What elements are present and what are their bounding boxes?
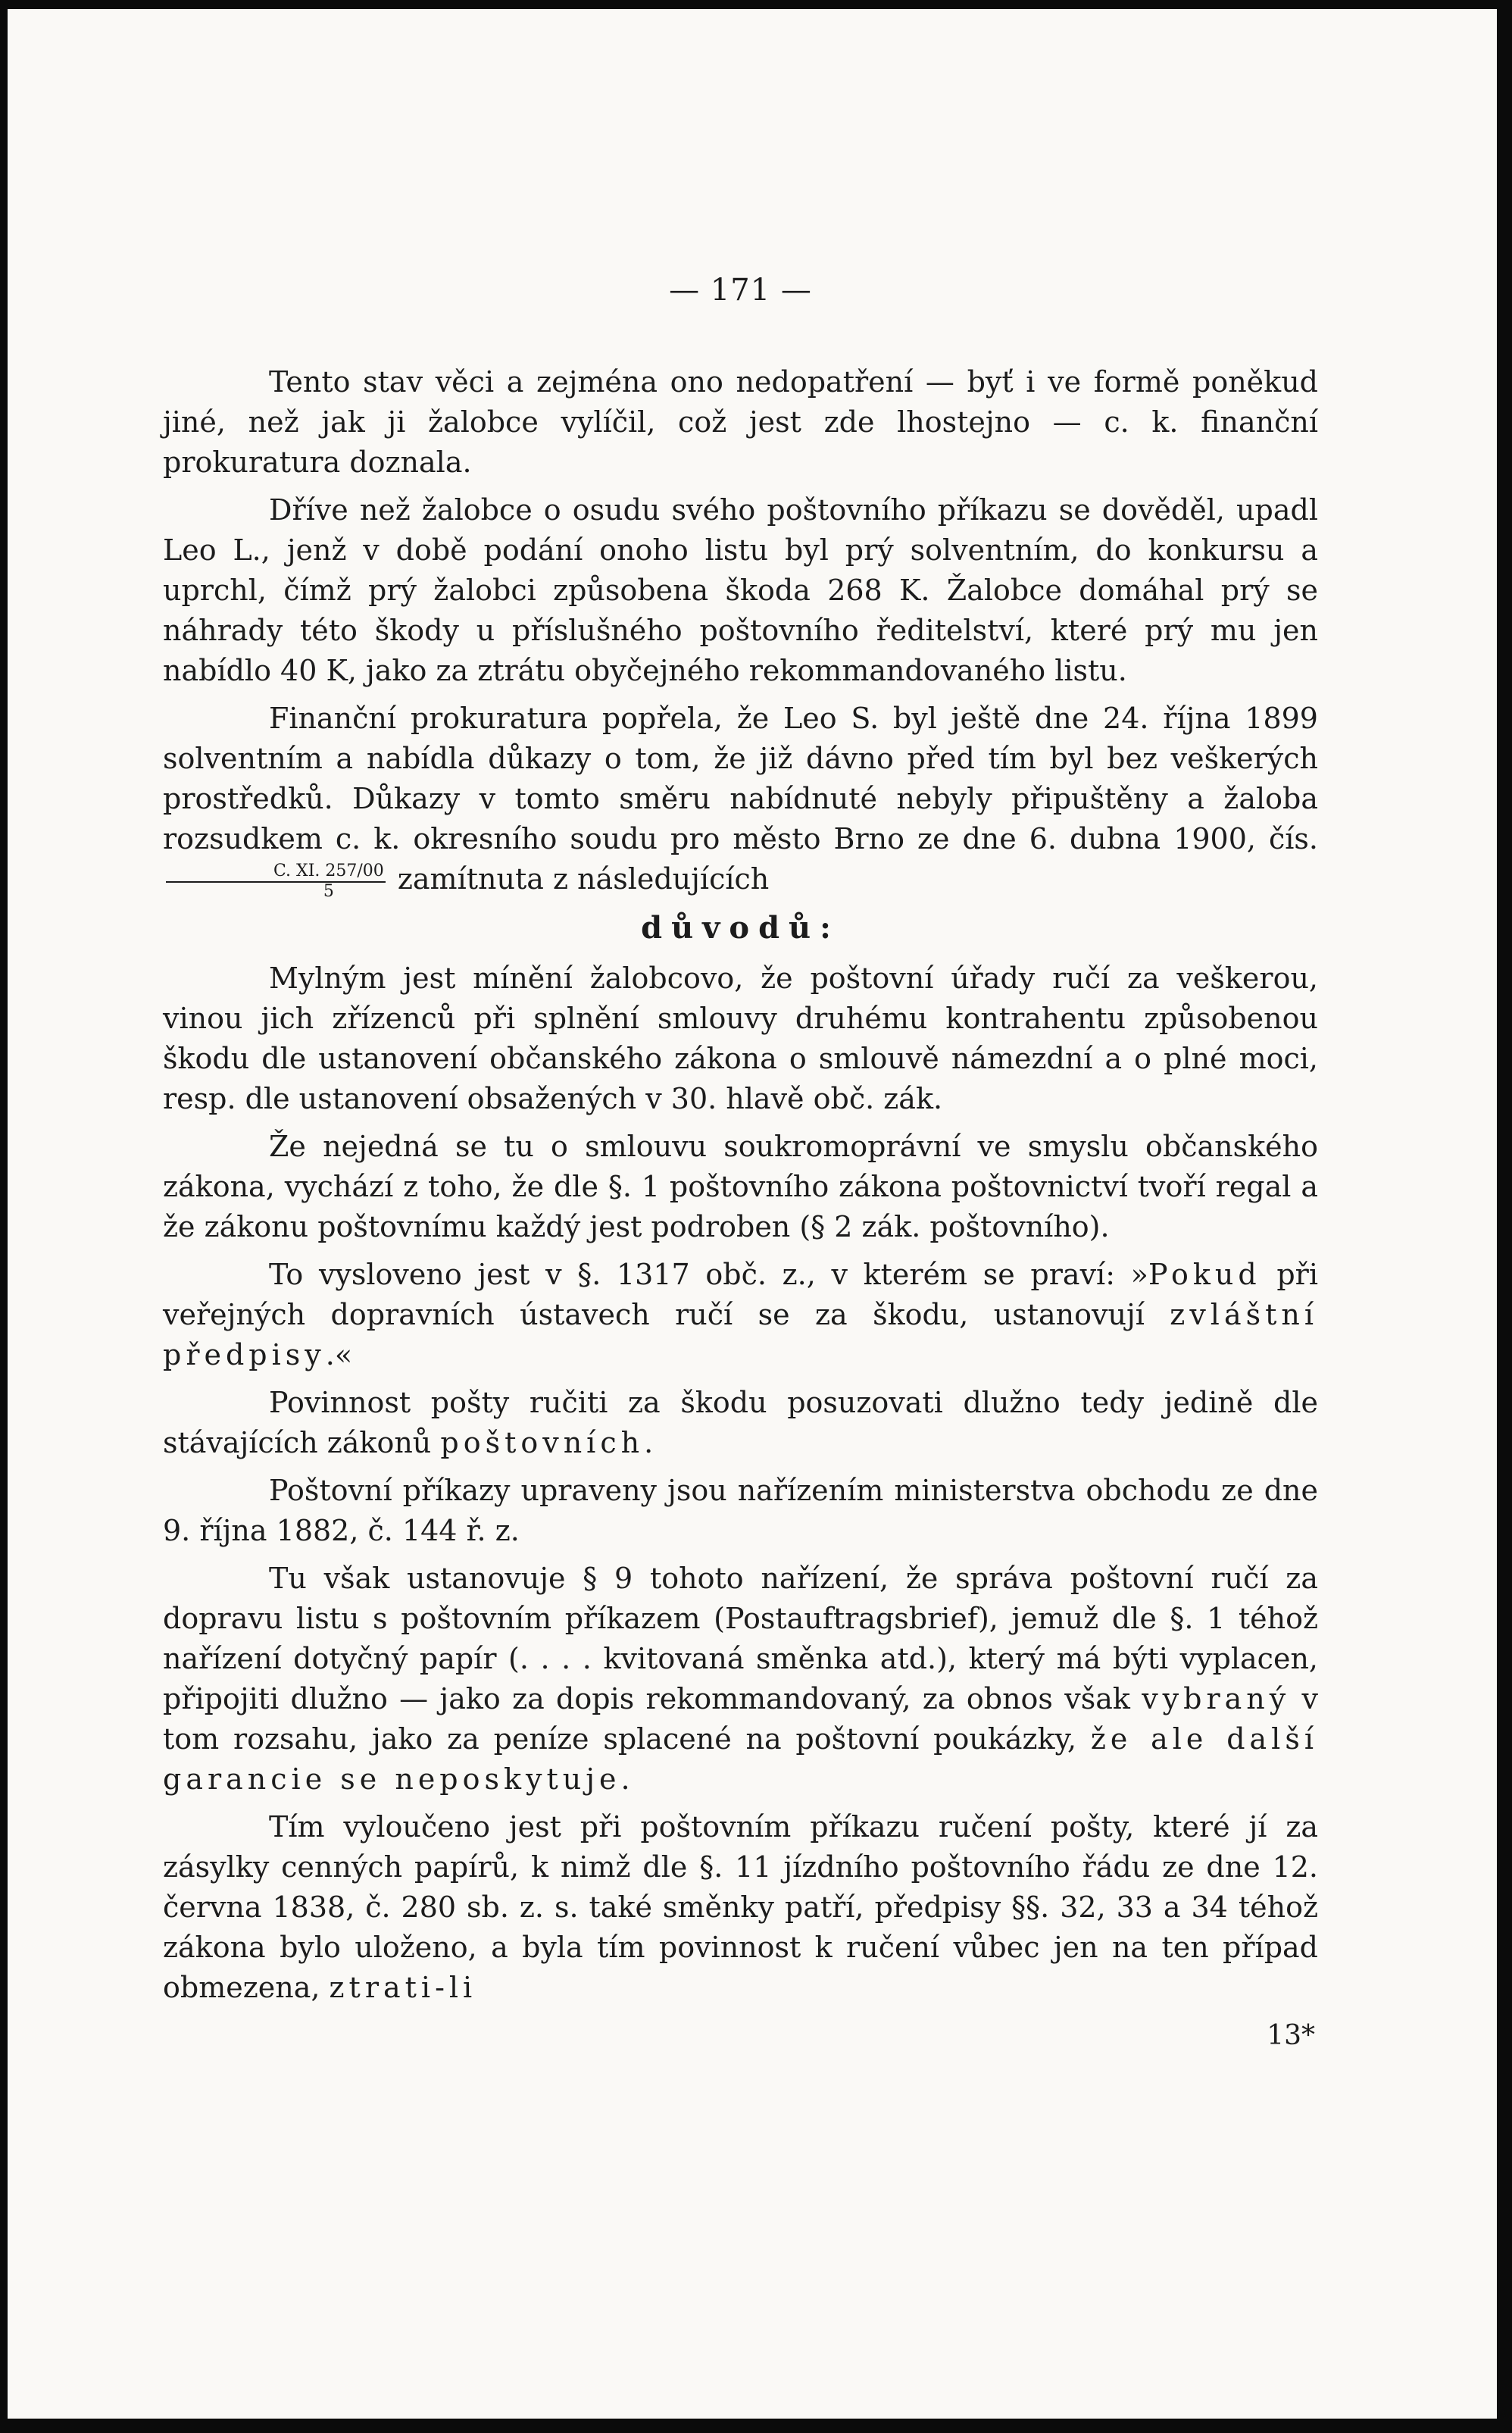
paragraph-6-middle: při veřejných dopravních ústavech ručí se za škodu, ustanovují [163, 1258, 1318, 1331]
paragraph-7-end: . [644, 1426, 654, 1459]
paragraph-3-ending: zamítnuta z následujících [397, 862, 770, 896]
signature-mark: 13* [1267, 2020, 1315, 2051]
paragraph-7-text: Povinnost pošty ručiti za škodu posuzovati dlužno tedy jedině dle stávajících zákonů [163, 1386, 1318, 1459]
paragraph-10-emphasis: ztrati-li [329, 1971, 477, 2004]
paragraph-2: Dříve než žalobce o osudu svého poštovního příkazu se dověděl, upadl Leo L., jenž v době podání onoho listu byl prý solventním, do konkursu a uprchl, čímž prý žalobci způsobena škoda 268 K. Žalobce domáhal prý se náhrady této škody u příslušného poštovního ředitelství, které prý mu jen nabídlo 40 K, jako za ztrátu obyčejného rekommandovaného listu. [163, 493, 1318, 687]
paragraph-8: Poštovní příkazy upraveny jsou nařízením ministerstva obchodu ze dne 9. října 1882, č. 144 ř. z. [163, 1474, 1318, 1547]
paragraph-10-text: Tím vyloučeno jest při poštovním příkazu ručení pošty, které jí za zásylky cenných papírů, k nimž dle §. 11 jízdního poštovního řádu ze dne 12. června 1838, č. 280 sb. z. s. také směnky patří, předpisy §§. 32, 33 a 34 téhož zákona bylo uloženo, a byla tím povinnost k ručení vůbec jen na ten případ obmezena, [163, 1810, 1318, 2004]
paragraph-7-emphasis: poštovních [440, 1426, 645, 1459]
paragraph-9-middle: v tom rozsahu, jako za peníze splacené na poštovní poukázky, [163, 1682, 1318, 1756]
paragraph-10 [163, 1807, 1318, 2008]
paragraph-4: Mylným jest mínění žalobcovo, že poštovní úřady ručí za veškerou, vinou jich zřízenců při splnění smlouvy druhému kontrahentu způsobenou škodu dle ustanovení občanského zákona o smlouvě námezdní a o plné moci, resp. dle ustanovení obsažených v 30. hlavě obč. zák. [163, 962, 1318, 1115]
case-reference [163, 863, 389, 900]
page-number: — 171 — [669, 273, 812, 308]
paragraph-5: Že nejedná se tu o smlouvu soukromoprávní ve smyslu občanského zákona, vychází z toho, že dle §. 1 poštovního zákona poštovnictví tvoří regal a že zákonu poštovnímu každý jest podroben (§ 2 zák. poštovního). [163, 1130, 1318, 1243]
paragraph-9 [163, 1559, 1318, 1800]
paragraph-9-text: Tu však ustanovuje § 9 tohoto nařízení, že správa poštovní ručí za dopravu listu s poštovním příkazem (Postauftragsbrief), jemuž dle §. 1 téhož nařízení dotyčný papír (. . . . kvitovaná směnka atd.), který má býti vyplacen, připojiti dlužno — jako za dopis rekommandovaný, za obnos však [163, 1562, 1318, 1715]
paragraph-6 [163, 1255, 1318, 1375]
paragraph-6-emphasis-1: Pokud [1148, 1258, 1261, 1291]
paragraph-9-emphasis-1: vybraný [1142, 1682, 1291, 1715]
text-block [163, 271, 1318, 2056]
paragraph-6-end: .« [325, 1338, 353, 1371]
paragraph-3-text: Finanční prokuratura popřela, že Leo S. byl ještě dne 24. října 1899 solventním a nabídla důkazy o tom, že již dávno před tím byl bez veškerých prostředků. Důkazy v tomto směru nabídnuté nebyly připuštěny a žaloba rozsudkem c. k. okresního soudu pro město Brno ze dne 6. dubna 1900, čís. [163, 702, 1318, 855]
case-reference-numerator: C. XI. 257/00 [166, 863, 386, 883]
section-heading: důvodů: [641, 910, 840, 946]
paragraph-9-end: . [620, 1762, 630, 1796]
paragraph-6-emphasis-2: zvláštní předpisy [163, 1298, 1318, 1371]
paragraph-6-text: To vysloveno jest v §. 1317 obč. z., v kterém se praví: » [269, 1258, 1148, 1291]
paragraph-9-emphasis-2: že ale další garancie se neposkytuje [163, 1722, 1318, 1796]
paragraph-7 [163, 1383, 1318, 1463]
case-reference-denominator: 5 [323, 882, 334, 901]
page-sheet [8, 9, 1497, 2419]
paragraph-1: Tento stav věci a zejména ono nedopatření — byť i ve formě poněkud jiné, než jak ji žalobce vylíčil, což jest zde lhostejno — c. k. finanční prokuratura doznala. [163, 365, 1318, 479]
paragraph-3 [163, 699, 1318, 900]
